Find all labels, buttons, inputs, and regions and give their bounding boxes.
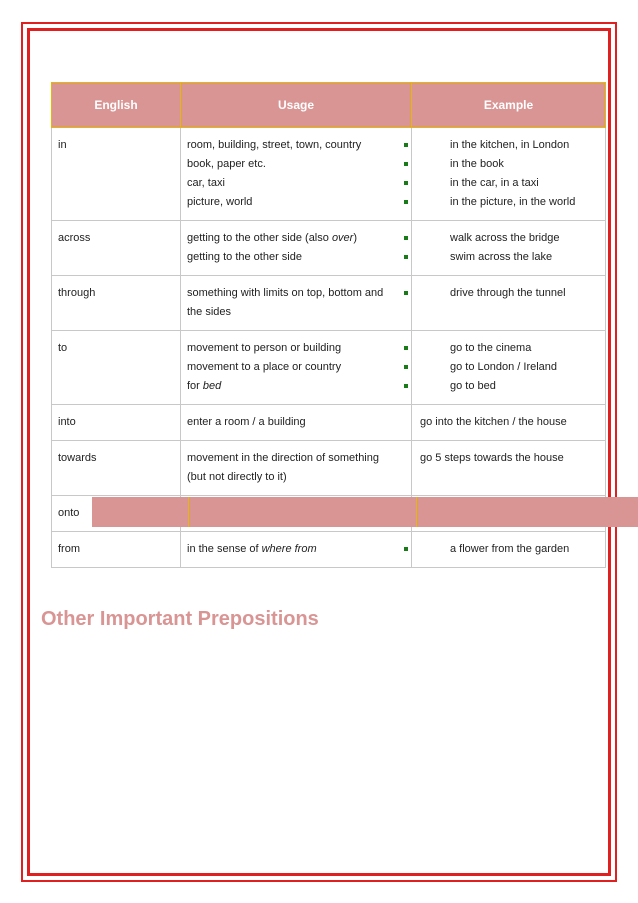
usage-cell	[181, 276, 412, 331]
example-cell	[412, 128, 606, 221]
bullet-icon	[404, 291, 408, 295]
bullet-icon	[404, 143, 408, 147]
table-row	[52, 221, 606, 276]
usage-cell	[181, 221, 412, 276]
example-line: in the book	[450, 158, 504, 170]
english-cell: across	[52, 221, 181, 276]
usage-line: something with limits on top, bottom and the sides	[187, 287, 384, 318]
example-cell	[412, 405, 606, 441]
table-row	[52, 331, 606, 405]
table-row	[52, 405, 606, 441]
bullet-icon	[404, 346, 408, 350]
prepositions-table	[51, 82, 606, 568]
example-cell	[412, 276, 606, 331]
usage-line-text: for	[187, 380, 203, 392]
example-cell	[412, 331, 606, 405]
bullet-icon	[404, 236, 408, 240]
usage-cell	[181, 441, 412, 496]
english-cell: to	[52, 331, 181, 405]
usage-cell	[181, 331, 412, 405]
example-line: in the picture, in the world	[450, 196, 576, 208]
usage-line: room, building, street, town, country	[187, 139, 362, 151]
bullet-icon	[404, 255, 408, 259]
example-line: go into the kitchen / the house	[420, 416, 567, 428]
example-cell	[412, 532, 606, 568]
example-cell	[412, 441, 606, 496]
example-line: swim across the lake	[450, 251, 553, 263]
bullet-icon	[404, 547, 408, 551]
section-heading: Other Important Prepositions	[41, 608, 319, 630]
usage-line: getting to the other side	[187, 251, 302, 263]
usage-line: movement to a place or country	[187, 361, 342, 373]
header-english: English	[52, 83, 181, 128]
english-cell: from	[52, 532, 181, 568]
table-row	[52, 441, 606, 496]
example-line: drive through the tunnel	[450, 287, 566, 299]
table-row	[52, 128, 606, 221]
example-line: a flower from the garden	[450, 543, 570, 555]
example-line: in the kitchen, in London	[450, 139, 570, 151]
usage-cell	[181, 532, 412, 568]
usage-cell	[181, 128, 412, 221]
table-footer-bar	[189, 497, 417, 527]
english-cell: in	[52, 128, 181, 221]
table-footer-bar	[417, 497, 638, 527]
usage-emphasis: over	[331, 232, 354, 244]
english-cell: into	[52, 405, 181, 441]
usage-emphasis: where from	[261, 543, 317, 555]
example-line: go to London / Ireland	[450, 361, 558, 373]
usage-emphasis: bed	[202, 380, 222, 392]
usage-line-text: getting to the other side (also	[187, 232, 332, 244]
table-header-row	[52, 83, 606, 128]
usage-line: picture, world	[187, 196, 253, 208]
english-cell: through	[52, 276, 181, 331]
english-cell: onto	[52, 496, 181, 532]
table-row	[52, 276, 606, 331]
example-line: in the car, in a taxi	[450, 177, 539, 189]
usage-line: movement to person or building	[187, 342, 342, 354]
example-line: go to bed	[450, 380, 496, 392]
example-cell	[412, 221, 606, 276]
table-footer-bar	[92, 497, 189, 527]
example-line: go 5 steps towards the house	[420, 452, 564, 464]
bullet-icon	[404, 365, 408, 369]
bullet-icon	[404, 181, 408, 185]
bullet-icon	[404, 384, 408, 388]
usage-line: car, taxi	[187, 177, 225, 189]
usage-line: movement in the direction of something (but not directly to it)	[187, 452, 379, 483]
header-usage: Usage	[181, 83, 412, 128]
usage-line-text: in the sense of	[187, 543, 262, 555]
bullet-icon	[404, 200, 408, 204]
usage-line: book, paper etc.	[187, 158, 266, 170]
example-line: go to the cinema	[450, 342, 532, 354]
usage-line-tail: )	[353, 232, 358, 244]
bullet-icon	[404, 162, 408, 166]
usage-cell	[181, 405, 412, 441]
usage-line: enter a room / a building	[187, 416, 306, 428]
example-line: walk across the bridge	[450, 232, 560, 244]
english-cell: towards	[52, 441, 181, 496]
header-example: Example	[412, 83, 606, 128]
table-row	[52, 532, 606, 568]
